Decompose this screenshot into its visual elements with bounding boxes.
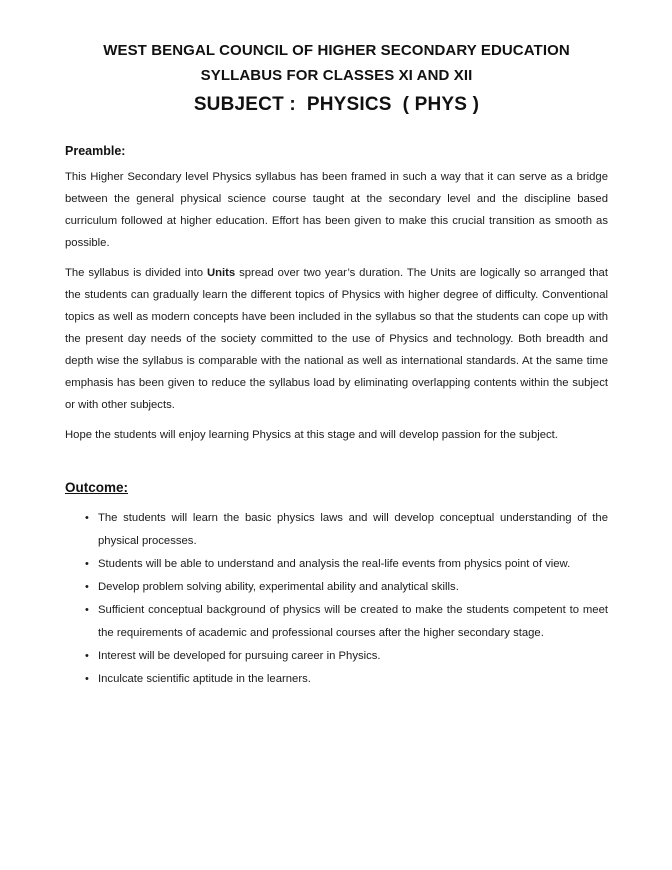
bullet-icon: • [85,512,89,524]
bullet-text: Inculcate scientific aptitude in the learners. [98,673,311,685]
subject-title: SUBJECT : PHYSICS ( PHYS ) [193,94,480,115]
paragraph-text: spread over two year’s duration. The Units are logically so arranged that the students can gradually learn the different topics of Physics with higher degree of difficulty. Conventional topics as well as modern concepts have been included in the syllabus so that the students can cope up with the present day needs of the society committed to the use of Physics and technology. Both breadth and depth wise the syllabus is comparable with the national as well as international standards. At the same time emphasis has been given to reduce the syllabus load by eliminating overlapping contents within the subject or with other subjects. [65,267,608,411]
units-bold-text: Units [206,267,236,279]
bullet-icon: • [85,604,89,616]
document-header [65,38,608,120]
list-item [85,507,608,553]
list-item [85,599,608,645]
bullet-icon: • [85,581,89,593]
council-title: WEST BENGAL COUNCIL OF HIGHER SECONDARY EDUCATION [103,42,570,59]
outcome-bullet-list [65,507,608,691]
bullet-icon: • [85,558,89,570]
preamble-paragraph-3: Hope the students will enjoy learning Physics at this stage and will develop passion for the subject. [65,429,558,441]
bullet-icon: • [85,650,89,662]
bullet-text: Sufficient conceptual background of physics will be created to make the students competent to meet the requirements of academic and professional courses after the higher secondary stage. [98,604,608,639]
list-item [85,576,608,599]
bullet-text: Interest will be developed for pursuing career in Physics. [98,650,381,662]
preamble-paragraph-2 [65,262,608,416]
list-item [85,668,608,691]
list-item [85,645,608,668]
list-item [85,553,608,576]
bullet-icon: • [85,673,89,685]
bullet-text: Develop problem solving ability, experimental ability and analytical skills. [98,581,459,593]
preamble-heading: Preamble: [65,144,126,158]
bullet-text: The students will learn the basic physics laws and will develop conceptual understanding of the physical processes. [98,512,608,547]
preamble-paragraph-1: This Higher Secondary level Physics syllabus has been framed in such a way that it can serve as a bridge between the general physical science course taught at the secondary level and the discipline based curriculum followed at higher education. Effort has been given to make this crucial transition as smooth as possible. [65,171,608,249]
outcome-heading: Outcome: [65,480,129,495]
bullet-text: Students will be able to understand and analysis the real-life events from physics point of view. [98,558,571,570]
syllabus-subtitle: SYLLABUS FOR CLASSES XI AND XII [200,67,473,84]
paragraph-text: The syllabus is divided into [65,267,207,279]
